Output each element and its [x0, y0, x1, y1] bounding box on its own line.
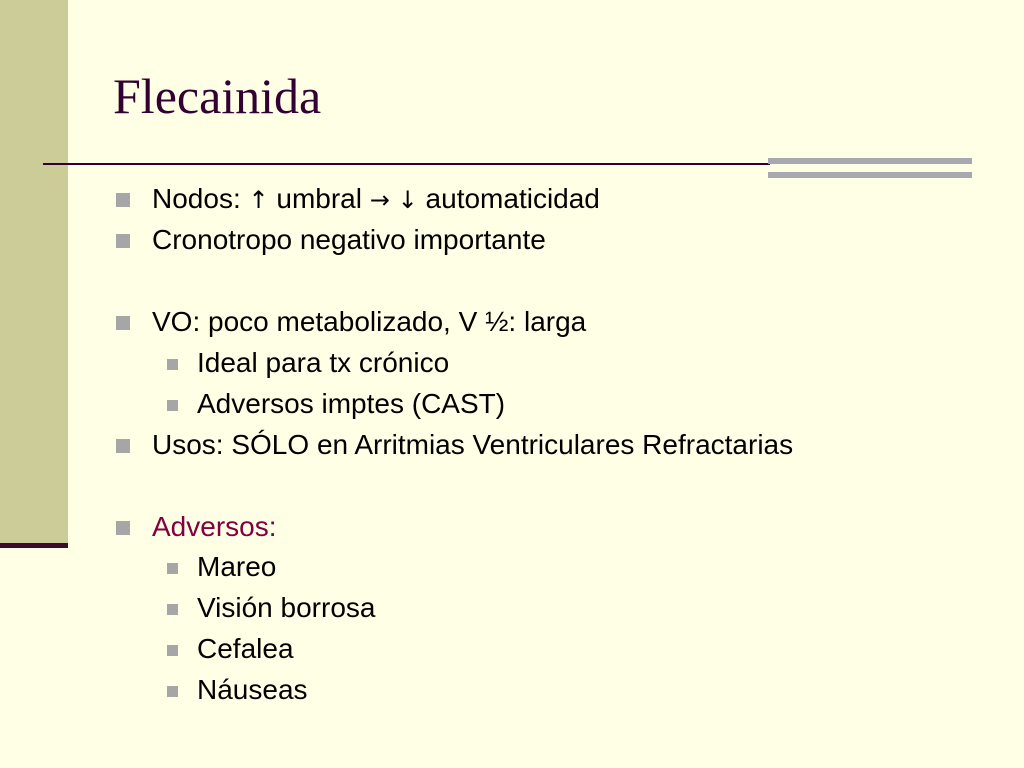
sub-bullet-text: Náuseas [197, 674, 308, 705]
sub-bullet-cefalea [197, 632, 294, 666]
square-bullet-icon [116, 521, 130, 535]
bullet-text: Adversos: [152, 511, 277, 542]
square-bullet-icon [167, 359, 178, 370]
square-bullet-icon [167, 563, 178, 574]
sub-bullet-adversos-imptes [197, 387, 505, 421]
square-bullet-icon [116, 193, 130, 207]
bullet-text: Nodos: ↑ umbral → ↓ automaticidad [152, 183, 600, 214]
bullet-text: VO: poco metabolizado, V ½: larga [152, 306, 587, 337]
square-bullet-icon [167, 604, 178, 615]
bullet-adversos [152, 510, 277, 544]
square-bullet-icon [116, 234, 130, 248]
bullet-usos [152, 428, 793, 462]
sub-bullet-nauseas [197, 673, 308, 707]
square-bullet-icon [167, 400, 178, 411]
sub-bullet-ideal [197, 346, 449, 380]
sub-bullet-text: Cefalea [197, 633, 294, 664]
bullet-text: Usos: SÓLO en Arritmias Ventriculares Refractarias [152, 429, 794, 460]
sub-bullet-mareo [197, 550, 276, 584]
sub-bullet-text: Adversos imptes (CAST) [197, 388, 506, 419]
square-bullet-icon [116, 439, 130, 453]
sub-bullet-text: Mareo [197, 551, 277, 582]
sub-bullet-vision [197, 591, 375, 625]
sub-bullet-text: Visión borrosa [197, 592, 376, 623]
square-bullet-icon [167, 686, 178, 697]
bullet-text: Cronotropo negativo importante [152, 224, 546, 255]
bullet-nodos [152, 182, 600, 217]
bullet-cronotropo [152, 223, 546, 257]
slide-title: Flecainida [113, 68, 322, 124]
square-bullet-icon [167, 645, 178, 656]
square-bullet-icon [116, 316, 130, 330]
bullet-vo [152, 305, 586, 339]
up-arrow-icon: ↑ [248, 186, 269, 214]
right-arrow-icon: → [369, 186, 390, 214]
sub-bullet-text: Ideal para tx crónico [197, 347, 450, 378]
down-arrow-icon: ↓ [397, 186, 418, 214]
